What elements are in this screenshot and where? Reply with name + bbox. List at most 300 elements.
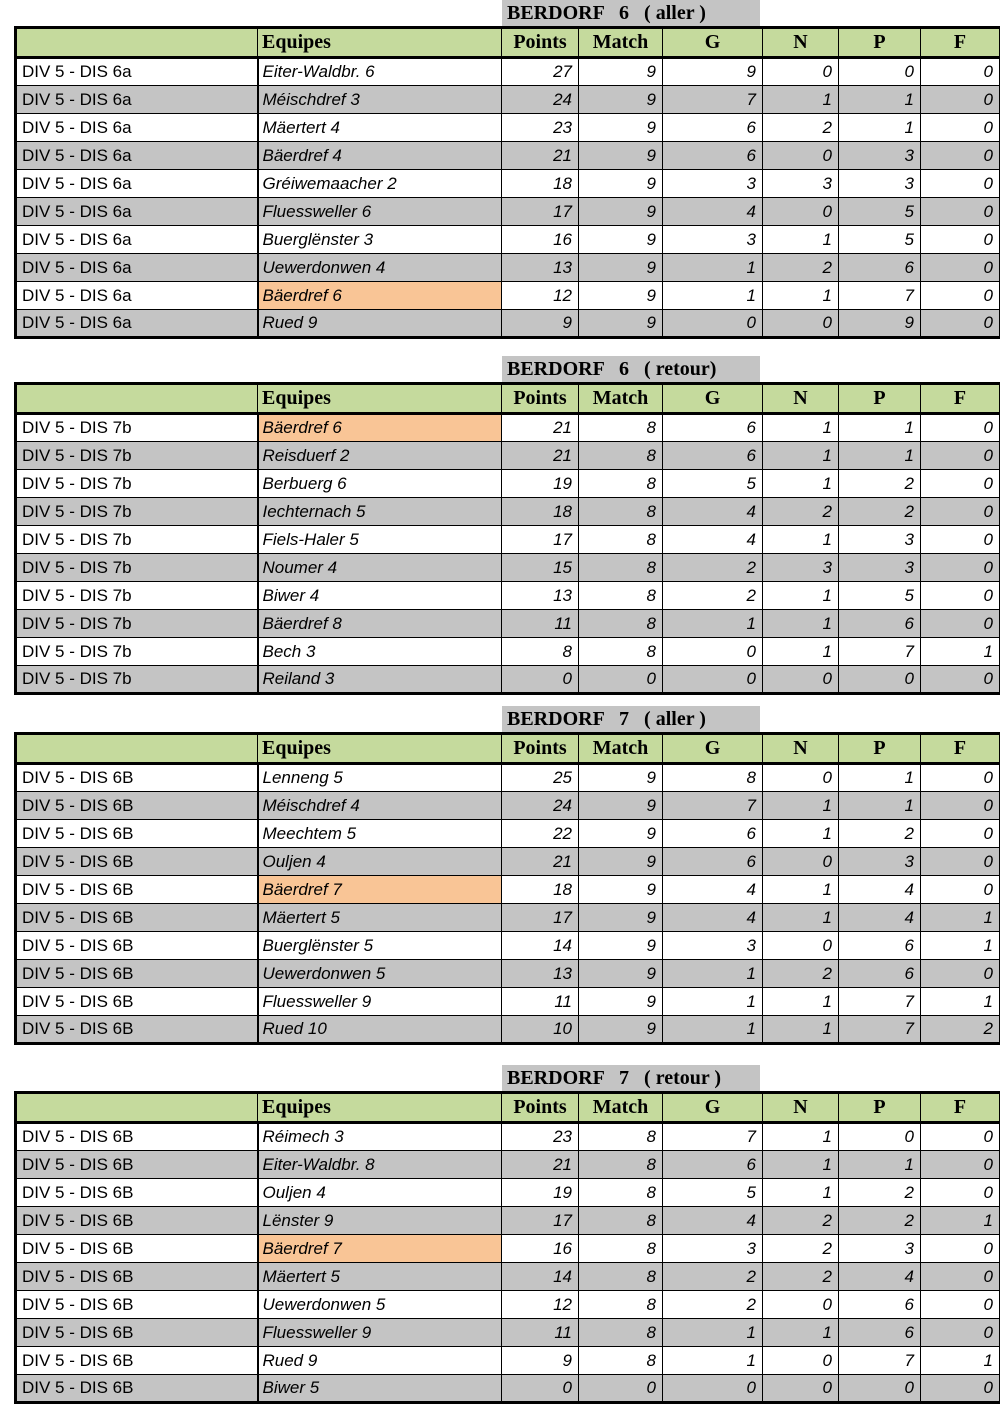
g-cell: 6 bbox=[663, 820, 763, 848]
standings-table bbox=[14, 1091, 1000, 1404]
n-cell: 1 bbox=[763, 876, 839, 904]
p-cell: 9 bbox=[839, 310, 921, 338]
header-g: G bbox=[663, 28, 763, 58]
header-match: Match bbox=[579, 384, 663, 414]
p-cell: 3 bbox=[839, 170, 921, 198]
match-cell: 9 bbox=[579, 932, 663, 960]
match-cell: 0 bbox=[579, 1375, 663, 1403]
points-cell: 0 bbox=[502, 666, 579, 694]
f-cell: 0 bbox=[921, 792, 1000, 820]
table-row bbox=[16, 254, 1000, 282]
division-cell: DIV 5 - DIS 6B bbox=[16, 1016, 258, 1044]
header-f: F bbox=[921, 1093, 1000, 1123]
g-cell: 2 bbox=[663, 1263, 763, 1291]
points-cell: 18 bbox=[502, 170, 579, 198]
f-cell: 0 bbox=[921, 876, 1000, 904]
division-cell: DIV 5 - DIS 6a bbox=[16, 114, 258, 142]
n-cell: 1 bbox=[763, 610, 839, 638]
division-cell: DIV 5 - DIS 6B bbox=[16, 1347, 258, 1375]
table-row bbox=[16, 526, 1000, 554]
match-cell: 9 bbox=[579, 876, 663, 904]
header-equipes: Equipes bbox=[258, 734, 502, 764]
standings-table bbox=[14, 732, 1000, 1045]
p-cell: 0 bbox=[839, 666, 921, 694]
team-cell: Biwer 5 bbox=[258, 1375, 502, 1403]
g-cell: 6 bbox=[663, 442, 763, 470]
team-cell: Fluessweller 9 bbox=[258, 988, 502, 1016]
division-cell: DIV 5 - DIS 6a bbox=[16, 198, 258, 226]
division-cell: DIV 5 - DIS 6B bbox=[16, 1123, 258, 1151]
division-cell: DIV 5 - DIS 6B bbox=[16, 1151, 258, 1179]
points-cell: 16 bbox=[502, 226, 579, 254]
table-row bbox=[16, 470, 1000, 498]
division-cell: DIV 5 - DIS 6a bbox=[16, 310, 258, 338]
n-cell: 2 bbox=[763, 254, 839, 282]
header-n: N bbox=[763, 28, 839, 58]
g-cell: 4 bbox=[663, 498, 763, 526]
g-cell: 0 bbox=[663, 638, 763, 666]
match-cell: 9 bbox=[579, 86, 663, 114]
division-cell: DIV 5 - DIS 6a bbox=[16, 86, 258, 114]
points-cell: 23 bbox=[502, 1123, 579, 1151]
header-match: Match bbox=[579, 1093, 663, 1123]
p-cell: 6 bbox=[839, 1291, 921, 1319]
g-cell: 1 bbox=[663, 254, 763, 282]
p-cell: 7 bbox=[839, 282, 921, 310]
header-p: P bbox=[839, 734, 921, 764]
points-cell: 23 bbox=[502, 114, 579, 142]
f-cell: 0 bbox=[921, 1291, 1000, 1319]
n-cell: 1 bbox=[763, 792, 839, 820]
table-row bbox=[16, 988, 1000, 1016]
division-cell: DIV 5 - DIS 7b bbox=[16, 442, 258, 470]
g-cell: 6 bbox=[663, 414, 763, 442]
team-cell: Fluessweller 9 bbox=[258, 1319, 502, 1347]
p-cell: 7 bbox=[839, 638, 921, 666]
points-cell: 21 bbox=[502, 414, 579, 442]
team-cell: Meechtem 5 bbox=[258, 820, 502, 848]
team-cell: Mäertert 5 bbox=[258, 904, 502, 932]
match-cell: 8 bbox=[579, 554, 663, 582]
p-cell: 2 bbox=[839, 1179, 921, 1207]
standings-table bbox=[14, 382, 1000, 695]
points-cell: 13 bbox=[502, 960, 579, 988]
n-cell: 1 bbox=[763, 526, 839, 554]
division-cell: DIV 5 - DIS 6B bbox=[16, 932, 258, 960]
n-cell: 1 bbox=[763, 1016, 839, 1044]
table-row bbox=[16, 582, 1000, 610]
header-n: N bbox=[763, 1093, 839, 1123]
table-row bbox=[16, 114, 1000, 142]
p-cell: 3 bbox=[839, 554, 921, 582]
g-cell: 3 bbox=[663, 1235, 763, 1263]
p-cell: 1 bbox=[839, 1151, 921, 1179]
g-cell: 1 bbox=[663, 1347, 763, 1375]
g-cell: 0 bbox=[663, 310, 763, 338]
match-cell: 8 bbox=[579, 1207, 663, 1235]
n-cell: 0 bbox=[763, 142, 839, 170]
g-cell: 7 bbox=[663, 86, 763, 114]
f-cell: 2 bbox=[921, 1016, 1000, 1044]
team-cell: Uewerdonwen 4 bbox=[258, 254, 502, 282]
team-cell: Lenneng 5 bbox=[258, 764, 502, 792]
points-cell: 17 bbox=[502, 904, 579, 932]
n-cell: 1 bbox=[763, 1123, 839, 1151]
table-row bbox=[16, 1375, 1000, 1403]
n-cell: 0 bbox=[763, 764, 839, 792]
division-cell: DIV 5 - DIS 7b bbox=[16, 666, 258, 694]
points-cell: 12 bbox=[502, 282, 579, 310]
n-cell: 1 bbox=[763, 86, 839, 114]
p-cell: 2 bbox=[839, 470, 921, 498]
p-cell: 0 bbox=[839, 1375, 921, 1403]
team-cell: Eiter-Waldbr. 8 bbox=[258, 1151, 502, 1179]
header-n: N bbox=[763, 734, 839, 764]
header-blank bbox=[16, 384, 258, 414]
g-cell: 2 bbox=[663, 582, 763, 610]
team-cell: Bäerdref 6 bbox=[258, 414, 502, 442]
match-cell: 8 bbox=[579, 414, 663, 442]
points-cell: 17 bbox=[502, 1207, 579, 1235]
match-cell: 9 bbox=[579, 1016, 663, 1044]
g-cell: 4 bbox=[663, 526, 763, 554]
team-cell: Rued 9 bbox=[258, 310, 502, 338]
g-cell: 1 bbox=[663, 988, 763, 1016]
team-cell: Uewerdonwen 5 bbox=[258, 960, 502, 988]
n-cell: 0 bbox=[763, 1375, 839, 1403]
header-p: P bbox=[839, 28, 921, 58]
match-cell: 9 bbox=[579, 58, 663, 86]
match-cell: 8 bbox=[579, 1319, 663, 1347]
p-cell: 6 bbox=[839, 254, 921, 282]
match-cell: 8 bbox=[579, 610, 663, 638]
team-cell: Fluessweller 6 bbox=[258, 198, 502, 226]
match-cell: 8 bbox=[579, 1347, 663, 1375]
division-cell: DIV 5 - DIS 6B bbox=[16, 1319, 258, 1347]
match-cell: 9 bbox=[579, 254, 663, 282]
table-row bbox=[16, 1179, 1000, 1207]
f-cell: 0 bbox=[921, 226, 1000, 254]
p-cell: 3 bbox=[839, 1235, 921, 1263]
table-row bbox=[16, 1263, 1000, 1291]
division-cell: DIV 5 - DIS 6a bbox=[16, 142, 258, 170]
division-cell: DIV 5 - DIS 6a bbox=[16, 254, 258, 282]
match-cell: 9 bbox=[579, 114, 663, 142]
division-cell: DIV 5 - DIS 6a bbox=[16, 226, 258, 254]
division-cell: DIV 5 - DIS 7b bbox=[16, 638, 258, 666]
team-cell: Méischdref 4 bbox=[258, 792, 502, 820]
team-cell: Fiels-Haler 5 bbox=[258, 526, 502, 554]
table-row bbox=[16, 1016, 1000, 1044]
n-cell: 1 bbox=[763, 1179, 839, 1207]
p-cell: 4 bbox=[839, 904, 921, 932]
n-cell: 1 bbox=[763, 820, 839, 848]
division-cell: DIV 5 - DIS 6B bbox=[16, 792, 258, 820]
table-row bbox=[16, 820, 1000, 848]
table-row bbox=[16, 198, 1000, 226]
g-cell: 4 bbox=[663, 904, 763, 932]
points-cell: 25 bbox=[502, 764, 579, 792]
n-cell: 1 bbox=[763, 904, 839, 932]
section-title: BERDORF 6 ( aller ) bbox=[502, 0, 760, 26]
p-cell: 0 bbox=[839, 58, 921, 86]
n-cell: 2 bbox=[763, 114, 839, 142]
match-cell: 8 bbox=[579, 582, 663, 610]
table-row bbox=[16, 86, 1000, 114]
g-cell: 1 bbox=[663, 1016, 763, 1044]
table-row bbox=[16, 610, 1000, 638]
p-cell: 1 bbox=[839, 414, 921, 442]
table-row bbox=[16, 142, 1000, 170]
header-g: G bbox=[663, 384, 763, 414]
division-cell: DIV 5 - DIS 6B bbox=[16, 960, 258, 988]
team-cell: Reiland 3 bbox=[258, 666, 502, 694]
header-equipes: Equipes bbox=[258, 28, 502, 58]
points-cell: 21 bbox=[502, 142, 579, 170]
match-cell: 9 bbox=[579, 820, 663, 848]
g-cell: 6 bbox=[663, 848, 763, 876]
f-cell: 1 bbox=[921, 988, 1000, 1016]
f-cell: 0 bbox=[921, 1151, 1000, 1179]
points-cell: 17 bbox=[502, 526, 579, 554]
table-row bbox=[16, 58, 1000, 86]
p-cell: 7 bbox=[839, 1347, 921, 1375]
table-row bbox=[16, 414, 1000, 442]
points-cell: 9 bbox=[502, 310, 579, 338]
f-cell: 0 bbox=[921, 86, 1000, 114]
team-cell: Noumer 4 bbox=[258, 554, 502, 582]
division-cell: DIV 5 - DIS 6B bbox=[16, 1207, 258, 1235]
match-cell: 9 bbox=[579, 792, 663, 820]
table-row bbox=[16, 666, 1000, 694]
match-cell: 9 bbox=[579, 282, 663, 310]
match-cell: 8 bbox=[579, 1263, 663, 1291]
table-row bbox=[16, 1235, 1000, 1263]
n-cell: 0 bbox=[763, 666, 839, 694]
team-cell: Buerglënster 3 bbox=[258, 226, 502, 254]
f-cell: 0 bbox=[921, 666, 1000, 694]
g-cell: 9 bbox=[663, 58, 763, 86]
table-row bbox=[16, 960, 1000, 988]
f-cell: 0 bbox=[921, 1263, 1000, 1291]
division-cell: DIV 5 - DIS 6a bbox=[16, 170, 258, 198]
points-cell: 11 bbox=[502, 1319, 579, 1347]
match-cell: 9 bbox=[579, 226, 663, 254]
section-title: BERDORF 7 ( aller ) bbox=[502, 706, 760, 732]
header-points: Points bbox=[502, 734, 579, 764]
header-points: Points bbox=[502, 1093, 579, 1123]
f-cell: 0 bbox=[921, 610, 1000, 638]
points-cell: 13 bbox=[502, 254, 579, 282]
n-cell: 3 bbox=[763, 554, 839, 582]
f-cell: 0 bbox=[921, 114, 1000, 142]
points-cell: 15 bbox=[502, 554, 579, 582]
table-row bbox=[16, 792, 1000, 820]
p-cell: 5 bbox=[839, 582, 921, 610]
f-cell: 0 bbox=[921, 1123, 1000, 1151]
team-cell: Rued 9 bbox=[258, 1347, 502, 1375]
p-cell: 1 bbox=[839, 764, 921, 792]
header-g: G bbox=[663, 734, 763, 764]
f-cell: 0 bbox=[921, 58, 1000, 86]
points-cell: 18 bbox=[502, 498, 579, 526]
match-cell: 9 bbox=[579, 960, 663, 988]
f-cell: 0 bbox=[921, 310, 1000, 338]
points-cell: 21 bbox=[502, 442, 579, 470]
g-cell: 1 bbox=[663, 1319, 763, 1347]
table-row bbox=[16, 170, 1000, 198]
n-cell: 0 bbox=[763, 1347, 839, 1375]
f-cell: 0 bbox=[921, 1375, 1000, 1403]
table-row bbox=[16, 932, 1000, 960]
team-cell: Berbuerg 6 bbox=[258, 470, 502, 498]
g-cell: 0 bbox=[663, 666, 763, 694]
match-cell: 8 bbox=[579, 1123, 663, 1151]
team-cell: Méischdref 3 bbox=[258, 86, 502, 114]
team-cell: Eiter-Waldbr. 6 bbox=[258, 58, 502, 86]
division-cell: DIV 5 - DIS 7b bbox=[16, 610, 258, 638]
points-cell: 9 bbox=[502, 1347, 579, 1375]
f-cell: 0 bbox=[921, 282, 1000, 310]
header-n: N bbox=[763, 384, 839, 414]
header-equipes: Equipes bbox=[258, 384, 502, 414]
section-title: BERDORF 6 ( retour) bbox=[502, 356, 760, 382]
table-row bbox=[16, 282, 1000, 310]
division-cell: DIV 5 - DIS 7b bbox=[16, 470, 258, 498]
g-cell: 7 bbox=[663, 1123, 763, 1151]
f-cell: 1 bbox=[921, 638, 1000, 666]
points-cell: 21 bbox=[502, 1151, 579, 1179]
team-cell: Gréiwemaacher 2 bbox=[258, 170, 502, 198]
header-blank bbox=[16, 28, 258, 58]
table-row bbox=[16, 1291, 1000, 1319]
header-match: Match bbox=[579, 28, 663, 58]
team-cell: Ouljen 4 bbox=[258, 848, 502, 876]
match-cell: 9 bbox=[579, 988, 663, 1016]
division-cell: DIV 5 - DIS 6B bbox=[16, 764, 258, 792]
division-cell: DIV 5 - DIS 7b bbox=[16, 526, 258, 554]
g-cell: 5 bbox=[663, 470, 763, 498]
g-cell: 0 bbox=[663, 1375, 763, 1403]
n-cell: 1 bbox=[763, 282, 839, 310]
n-cell: 1 bbox=[763, 1319, 839, 1347]
section-title: BERDORF 7 ( retour ) bbox=[502, 1065, 760, 1091]
points-cell: 19 bbox=[502, 470, 579, 498]
g-cell: 2 bbox=[663, 554, 763, 582]
team-cell: Bech 3 bbox=[258, 638, 502, 666]
n-cell: 3 bbox=[763, 170, 839, 198]
n-cell: 1 bbox=[763, 414, 839, 442]
p-cell: 6 bbox=[839, 1319, 921, 1347]
points-cell: 22 bbox=[502, 820, 579, 848]
division-cell: DIV 5 - DIS 7b bbox=[16, 554, 258, 582]
n-cell: 1 bbox=[763, 226, 839, 254]
p-cell: 6 bbox=[839, 932, 921, 960]
n-cell: 2 bbox=[763, 498, 839, 526]
match-cell: 8 bbox=[579, 638, 663, 666]
f-cell: 0 bbox=[921, 1179, 1000, 1207]
n-cell: 1 bbox=[763, 638, 839, 666]
division-cell: DIV 5 - DIS 7b bbox=[16, 498, 258, 526]
p-cell: 6 bbox=[839, 610, 921, 638]
header-points: Points bbox=[502, 384, 579, 414]
g-cell: 4 bbox=[663, 876, 763, 904]
points-cell: 19 bbox=[502, 1179, 579, 1207]
g-cell: 3 bbox=[663, 932, 763, 960]
points-cell: 12 bbox=[502, 1291, 579, 1319]
p-cell: 7 bbox=[839, 1016, 921, 1044]
team-cell: Rued 10 bbox=[258, 1016, 502, 1044]
team-cell: Uewerdonwen 5 bbox=[258, 1291, 502, 1319]
f-cell: 0 bbox=[921, 554, 1000, 582]
table-row bbox=[16, 848, 1000, 876]
p-cell: 3 bbox=[839, 526, 921, 554]
team-cell: Réimech 3 bbox=[258, 1123, 502, 1151]
points-cell: 13 bbox=[502, 582, 579, 610]
g-cell: 1 bbox=[663, 960, 763, 988]
n-cell: 2 bbox=[763, 1235, 839, 1263]
table-row bbox=[16, 498, 1000, 526]
f-cell: 0 bbox=[921, 198, 1000, 226]
match-cell: 9 bbox=[579, 198, 663, 226]
p-cell: 7 bbox=[839, 988, 921, 1016]
header-match: Match bbox=[579, 734, 663, 764]
g-cell: 5 bbox=[663, 1179, 763, 1207]
p-cell: 3 bbox=[839, 848, 921, 876]
points-cell: 21 bbox=[502, 848, 579, 876]
p-cell: 2 bbox=[839, 498, 921, 526]
f-cell: 0 bbox=[921, 142, 1000, 170]
f-cell: 0 bbox=[921, 960, 1000, 988]
f-cell: 0 bbox=[921, 170, 1000, 198]
f-cell: 0 bbox=[921, 1235, 1000, 1263]
header-blank bbox=[16, 734, 258, 764]
division-cell: DIV 5 - DIS 6a bbox=[16, 282, 258, 310]
n-cell: 0 bbox=[763, 932, 839, 960]
points-cell: 27 bbox=[502, 58, 579, 86]
division-cell: DIV 5 - DIS 6B bbox=[16, 1375, 258, 1403]
points-cell: 11 bbox=[502, 988, 579, 1016]
match-cell: 9 bbox=[579, 764, 663, 792]
points-cell: 8 bbox=[502, 638, 579, 666]
p-cell: 1 bbox=[839, 114, 921, 142]
f-cell: 0 bbox=[921, 1319, 1000, 1347]
g-cell: 2 bbox=[663, 1291, 763, 1319]
standings-table bbox=[14, 26, 1000, 339]
p-cell: 1 bbox=[839, 792, 921, 820]
f-cell: 0 bbox=[921, 526, 1000, 554]
f-cell: 0 bbox=[921, 764, 1000, 792]
table-row bbox=[16, 1123, 1000, 1151]
p-cell: 6 bbox=[839, 960, 921, 988]
division-cell: DIV 5 - DIS 7b bbox=[16, 582, 258, 610]
table-row bbox=[16, 310, 1000, 338]
division-cell: DIV 5 - DIS 6B bbox=[16, 1179, 258, 1207]
f-cell: 0 bbox=[921, 470, 1000, 498]
team-cell: Bäerdref 4 bbox=[258, 142, 502, 170]
team-cell: Bäerdref 7 bbox=[258, 876, 502, 904]
header-row bbox=[16, 734, 1000, 764]
points-cell: 0 bbox=[502, 1375, 579, 1403]
header-row bbox=[16, 384, 1000, 414]
team-cell: Lënster 9 bbox=[258, 1207, 502, 1235]
header-f: F bbox=[921, 734, 1000, 764]
match-cell: 8 bbox=[579, 498, 663, 526]
table-row bbox=[16, 1151, 1000, 1179]
division-cell: DIV 5 - DIS 7b bbox=[16, 414, 258, 442]
table-row bbox=[16, 1319, 1000, 1347]
n-cell: 1 bbox=[763, 442, 839, 470]
